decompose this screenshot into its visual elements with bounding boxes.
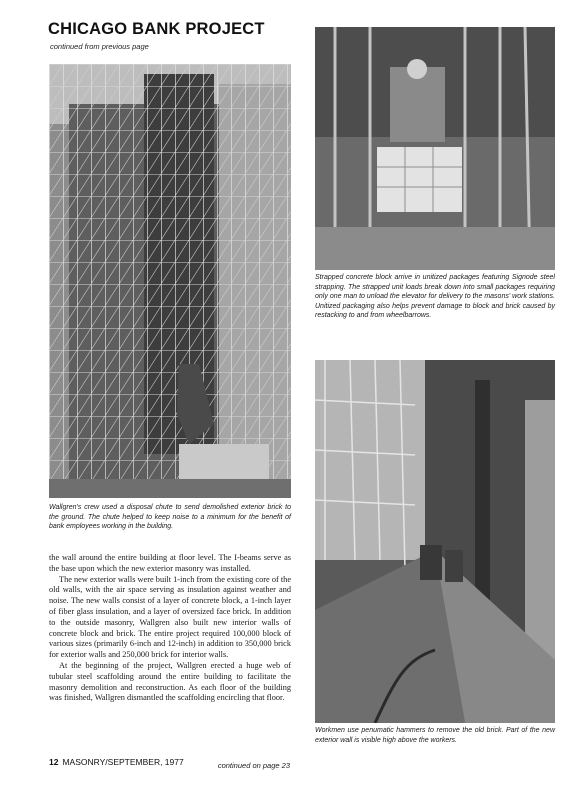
photo-block-packages [315,27,555,270]
page-footer [49,757,184,767]
continued-from-note: continued from previous page [50,42,149,51]
article-title: CHICAGO BANK PROJECT [48,20,265,38]
photo-scaffolding-chute [49,64,291,498]
paragraph: the wall around the entire building at floor level. The I-beams serve as the base upon which the new exterior masonry was installed. [49,553,291,573]
paragraph: The new exterior walls were built 1-inch from the existing core of the old walls, with the air space serving as insulation against weather and noise. The new walls consist of a layer of concrete block, a 1-inch layer of fiber glass insulation, and a layer of oversized face brick. In addition to the outside masonry, Wallgren also built new interior walls of concrete block and brick. The entire project required 100,000 block of various sizes (primarily 6-inch and 12-inch) in addition to 350,000 brick for exterior walls and 250,000 brick for interior walls. [49,574,291,660]
page-number: 12 [49,757,59,767]
continued-on-link[interactable]: continued on page 23 [217,761,290,770]
caption-left-photo: Wallgren's crew used a disposal chute to send demolished exterior brick to the ground. The chute helped to keep noise to a minimum for the benefit of bank employees working in the building. [49,504,291,531]
paragraph: At the beginning of the project, Wallgren erected a huge web of tubular steel scaffolding around the entire building to facilitate the masonry demolition and reconstruction. As each floor of the building was finished, Wallgren dismantled the scaffolding encircling that floor. [49,660,291,703]
caption-bottom-right-photo: Workmen use penumatic hammers to remove the old brick. Part of the new exterior wall is visible high above the workers. [315,727,555,744]
photo-workmen-hammers [315,360,555,723]
article-body [49,553,291,704]
caption-top-right-photo: Strapped concrete block arrive in unitized packages featuring Signode steel strapping. The strapped unit loads break down into small packages requiring only one man to unload the elevator for delivery to the masons' work stations. Unitized packaging also helps prevent damage to block and brick caused by restacking to and from wheelbarrows. [315,274,555,320]
publication-info: MASONRY/SEPTEMBER, 1977 [62,757,184,767]
